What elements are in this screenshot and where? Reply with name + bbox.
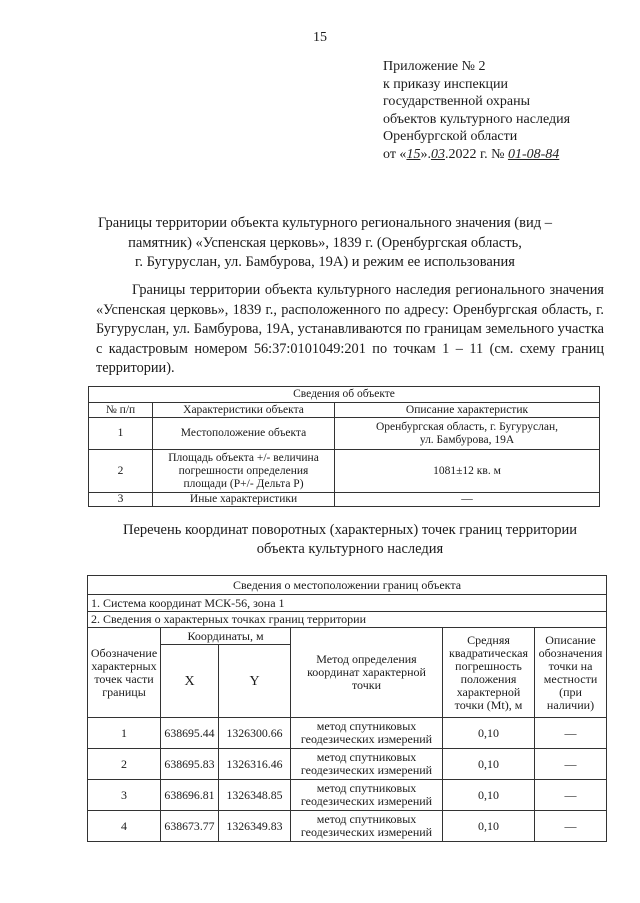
order-number-handwritten: 01-08-84 [507, 146, 560, 162]
header-y: Y [219, 645, 291, 718]
header-line: Средняя [467, 632, 510, 647]
table-row [88, 718, 607, 749]
header-line: местности [543, 671, 598, 686]
method-line: метод спутниковых [316, 750, 417, 764]
header-line: точки на [548, 658, 593, 673]
point-id: 2 [88, 749, 161, 780]
mt-value: 0,10 [443, 780, 535, 811]
mark-value: — [535, 749, 607, 780]
appendix-line: государственной охраны [383, 94, 531, 109]
method-line: геодезических измерений [300, 763, 433, 777]
header-error [443, 628, 535, 718]
title-line: г. Бугуруслан, ул. Бамбурова, 19А) и режим ее использования [135, 254, 515, 270]
table-row [88, 749, 607, 780]
method-cell [291, 749, 443, 780]
mark-value: — [535, 780, 607, 811]
method-line: метод спутниковых [316, 812, 417, 826]
header-line: положения [460, 671, 517, 686]
appendix-line: к приказу инспекции [383, 76, 509, 92]
characteristic-desc [335, 418, 600, 450]
characteristic-name: Иные характеристики [153, 493, 335, 507]
coord-x: 638673.77 [161, 811, 219, 842]
coord-y: 1326316.46 [219, 749, 291, 780]
point-id: 1 [88, 718, 161, 749]
characteristic-name: Местоположение объекта [153, 418, 335, 450]
appendix-line: Приложение № 2 [383, 59, 486, 74]
header-line: Метод определения [316, 652, 417, 666]
column-header: № п/п [89, 403, 153, 418]
point-id: 4 [88, 811, 161, 842]
mt-value: 0,10 [443, 811, 535, 842]
method-line: геодезических измерений [300, 732, 433, 746]
table-row [88, 811, 607, 842]
desc-line: Оренбургская область, г. Бугуруслан, [375, 420, 559, 433]
header-line: Обозначение [90, 645, 158, 660]
mark-value: — [535, 811, 607, 842]
header-line: погрешность [455, 658, 522, 673]
date-sep: ». [420, 146, 431, 162]
coord-y: 1326348.85 [219, 780, 291, 811]
coord-x: 638695.83 [161, 749, 219, 780]
desc-line: ул. Бамбурова, 19А [419, 433, 515, 446]
header-point-name [88, 628, 161, 718]
table-row [89, 450, 600, 493]
header-marking [535, 628, 607, 718]
table-row [89, 418, 600, 450]
coordinate-system: 1. Система координат МСК-56, зона 1 [88, 595, 607, 612]
column-header: Характеристики объекта [153, 403, 335, 418]
method-line: геодезических измерений [300, 825, 433, 839]
header-method [291, 628, 443, 718]
header-line: границы [102, 684, 146, 699]
object-info-table [88, 386, 600, 507]
appendix-line: объектов культурного наследия [383, 111, 571, 127]
coord-x: 638695.44 [161, 718, 219, 749]
description-paragraph [96, 281, 604, 379]
section-title: 2. Сведения о характерных точках границ территории [88, 612, 607, 628]
title-line: памятник) «Успенская церковь», 1839 г. (Оренбургская область, [128, 234, 522, 251]
heading-line: Перечень координат поворотных (характерных) точек границ территории [122, 522, 578, 538]
name-line: площади (Р+/- Дельта Р) [183, 477, 304, 490]
appendix-header [383, 58, 570, 163]
date-day-handwritten: 15 [406, 146, 421, 162]
heading-line: объекта культурного наследия [256, 541, 444, 557]
date-month-handwritten: 03 [430, 146, 445, 162]
header-line: характерных [91, 658, 157, 673]
mt-value: 0,10 [443, 749, 535, 780]
characteristic-desc: 1081±12 кв. м [335, 450, 600, 493]
appendix-line: Оренбургской области [383, 129, 518, 144]
date-year: .2022 г. № [444, 146, 505, 162]
method-line: геодезических измерений [300, 794, 433, 808]
table-row [88, 780, 607, 811]
coord-x: 638696.81 [161, 780, 219, 811]
header-coords: Координаты, м [161, 628, 291, 645]
header-line: обозначения [538, 645, 603, 660]
table-row [89, 493, 600, 507]
column-header: Описание характеристик [335, 403, 600, 418]
row-number: 3 [89, 493, 153, 507]
characteristic-name [153, 450, 335, 493]
coord-y: 1326300.66 [219, 718, 291, 749]
coordinates-heading [90, 521, 610, 559]
method-line: метод спутниковых [316, 719, 417, 733]
header-line: квадратическая [449, 645, 528, 660]
header-line: координат характерной [307, 665, 426, 679]
document-title [90, 214, 560, 273]
date-prefix: от « [383, 146, 407, 162]
title-line: Границы территории объекта культурного регионального значения (вид – [98, 215, 552, 231]
header-x: X [161, 645, 219, 718]
coordinates-table [87, 575, 607, 842]
header-line: точки [351, 678, 382, 692]
paragraph-text: Границы территории объекта культурного наследия регионального значения «Успенская церковь», 1839 г., расположенного по адресу: Оренбургская область, г. Бугуруслан, ул. Бамбурова, 19А, устанавливаются по границам земельного участка с кадастровым номером 56:37:0101049:201 по точкам 1 – 11 (см. схему границ территории). [96, 282, 604, 376]
mark-value: — [535, 718, 607, 749]
header-line: характерной [456, 684, 521, 699]
table-caption: Сведения об объекте [89, 387, 600, 403]
row-number: 2 [89, 450, 153, 493]
header-line: Описание [545, 632, 596, 647]
method-cell [291, 811, 443, 842]
header-line: наличии) [546, 697, 595, 712]
coord-y: 1326349.83 [219, 811, 291, 842]
method-line: метод спутниковых [316, 781, 417, 795]
point-id: 3 [88, 780, 161, 811]
page-number: 15 [313, 30, 327, 45]
method-cell [291, 718, 443, 749]
appendix-date-line [383, 146, 570, 164]
header-line: точки (Mt), м [454, 697, 523, 712]
name-line: погрешности определения [178, 464, 309, 477]
table-caption: Сведения о местоположении границ объекта [88, 576, 607, 595]
mt-value: 0,10 [443, 718, 535, 749]
method-cell [291, 780, 443, 811]
row-number: 1 [89, 418, 153, 450]
header-line: точек части [94, 671, 154, 686]
header-line: (при [559, 684, 582, 699]
characteristic-desc: — [335, 493, 600, 507]
name-line: Площадь объекта +/- величина [168, 451, 319, 464]
